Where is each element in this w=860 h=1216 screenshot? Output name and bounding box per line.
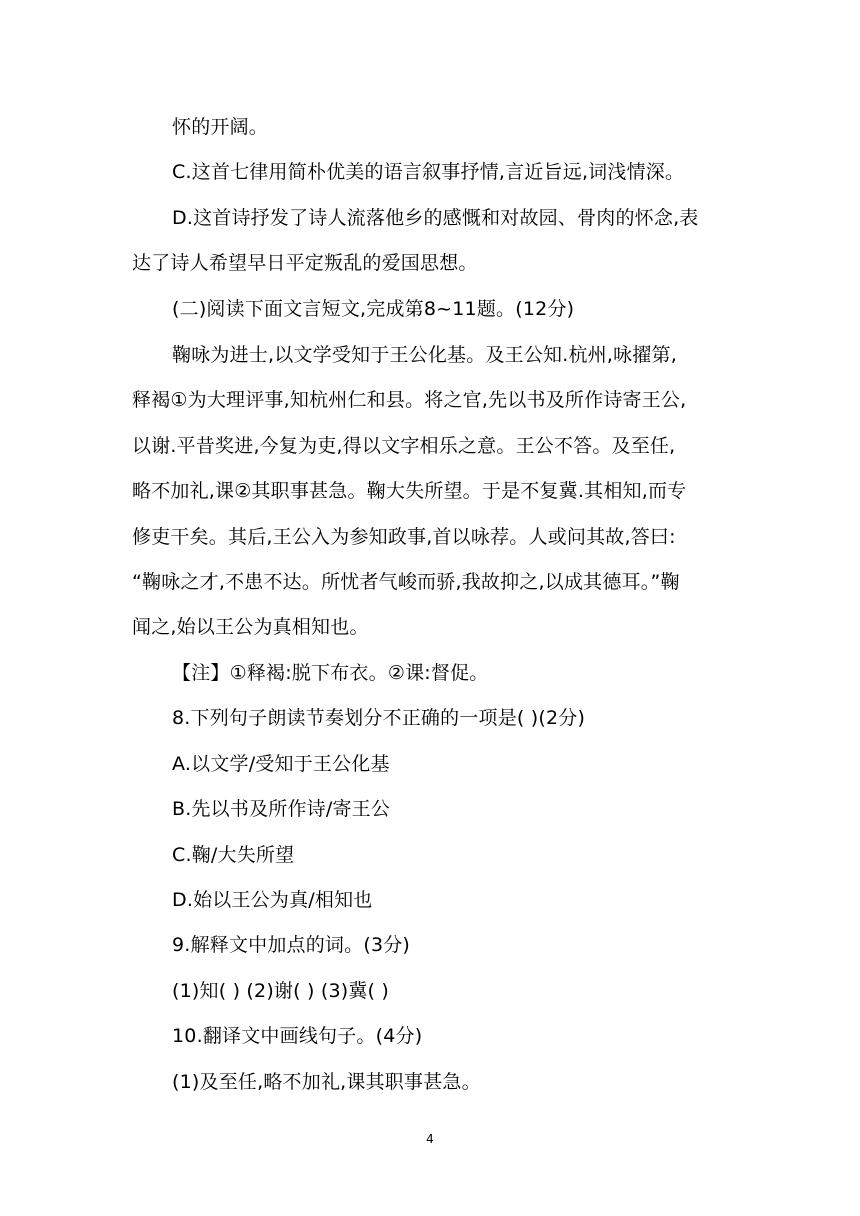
question-8-option-a: A.以文学/受知于王公化基: [172, 753, 390, 775]
passage-line-6: “鞠咏之才,不患不达。所忧者气峻而骄,我故抑之,以成其德耳。”鞠: [132, 571, 680, 593]
question-8: 8.下列句子朗读节奏划分不正确的一项是( )(2分): [172, 707, 586, 729]
page-number: 4: [426, 1132, 434, 1146]
question-8-option-b: B.先以书及所作诗/寄王公: [172, 798, 391, 820]
passage-line-1: 鞠咏为进士,以文学受知于王公化基。及王公知.杭州,咏擢第,: [172, 344, 677, 366]
text-line-continuation: 怀的开阔。: [172, 116, 269, 138]
passage-note: 【注】①释褐:脱下布衣。②课:督促。: [172, 662, 489, 684]
question-10: 10.翻译文中画线句子。(4分): [172, 1025, 423, 1047]
option-d-line: D.这首诗抒发了诗人流落他乡的感慨和对故园、骨肉的怀念,表: [172, 207, 699, 229]
option-d-line-continuation: 达了诗人希望早日平定叛乱的爱国思想。: [132, 252, 478, 274]
option-c-line: C.这首七律用简朴优美的语言叙事抒情,言近旨远,词浅情深。: [172, 161, 685, 183]
question-9-blanks: (1)知( ) (2)谢( ) (3)冀( ): [172, 980, 390, 1002]
question-10-item-1: (1)及至任,略不加礼,课其职事甚急。: [172, 1071, 481, 1093]
passage-line-4: 略不加礼,课②其职事甚急。鞠大失所望。于是不复冀.其相知,而专: [132, 480, 687, 502]
passage-line-2: 释褐①为大理评事,知杭州仁和县。将之官,先以书及所作诗寄王公,: [132, 389, 687, 411]
passage-line-5: 修吏干矣。其后,王公入为参知政事,首以咏荐。人或问其故,答曰:: [132, 526, 676, 548]
passage-line-7: 闻之,始以王公为真相知也。: [132, 616, 369, 638]
passage-line-3: 以谢.平昔奖进,今复为吏,得以文字相乐之意。王公不答。及至任,: [132, 435, 676, 457]
question-8-option-c: C.鞠/大失所望: [172, 844, 295, 866]
question-9: 9.解释文中加点的词。(3分): [172, 934, 411, 956]
question-8-option-d: D.始以王公为真/相知也: [172, 889, 373, 911]
section-heading: (二)阅读下面文言短文,完成第8~11题。(12分): [172, 298, 575, 320]
